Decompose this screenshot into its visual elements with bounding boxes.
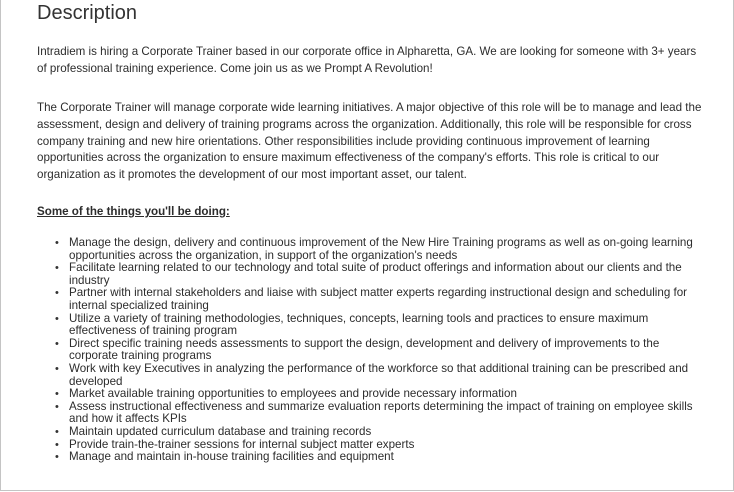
duty-item: • Direct specific training needs assessments to support the design, development and delivery of improvements to the corporate training programs <box>69 338 705 363</box>
intro-paragraph-1: Intradiem is hiring a Corporate Trainer based in our corporate office in Alpharetta, GA. We are looking for someone with 3+ years of professional training experience. Come join us as we Prompt A Revolution! <box>37 45 697 75</box>
duty-item: • Manage the design, delivery and continuous improvement of the New Hire Training programs as well as on-going learning opportunities across the organization, in support of the organization's needs <box>69 237 705 262</box>
duty-item: • Maintain updated curriculum database and training records <box>69 426 705 439</box>
duty-item: • Work with key Executives in analyzing the performance of the workforce so that additional training can be prescribed and developed <box>69 363 705 388</box>
duty-item: • Assess instructional effectiveness and summarize evaluation reports determining the impact of training on employee skills and how it affects KPIs <box>69 401 705 426</box>
section-title: Description <box>37 2 138 24</box>
duty-item: • Provide train-the-trainer sessions for internal subject matter experts <box>69 439 705 452</box>
duties-heading: Some of the things you'll be doing: <box>37 205 230 218</box>
duties-list <box>69 237 705 464</box>
duty-item: • Utilize a variety of training methodologies, techniques, concepts, learning tools and practices to ensure maximum effectiveness of training program <box>69 313 705 338</box>
intro-paragraph-2: The Corporate Trainer will manage corporate wide learning initiatives. A major objective of this role will be to manage and lead the assessment, design and delivery of training programs across the organization. Additionally, this role will be responsible for cross company training and new hire orientations. Other responsibilities include providing continuous improvement of learning opportunities across the organization to ensure maximum effectiveness of the company's efforts. This role is critical to our organization as it promotes the development of our most important asset, our talent. <box>37 101 702 182</box>
duty-item: • Market available training opportunities to employees and provide necessary information <box>69 388 705 401</box>
duty-item: • Facilitate learning related to our technology and total suite of product offerings and information about our clients and the industry <box>69 262 705 287</box>
duty-item: • Manage and maintain in-house training facilities and equipment <box>69 451 705 464</box>
duty-item: • Partner with internal stakeholders and liaise with subject matter experts regarding instructional design and scheduling for internal specialized training <box>69 287 705 312</box>
